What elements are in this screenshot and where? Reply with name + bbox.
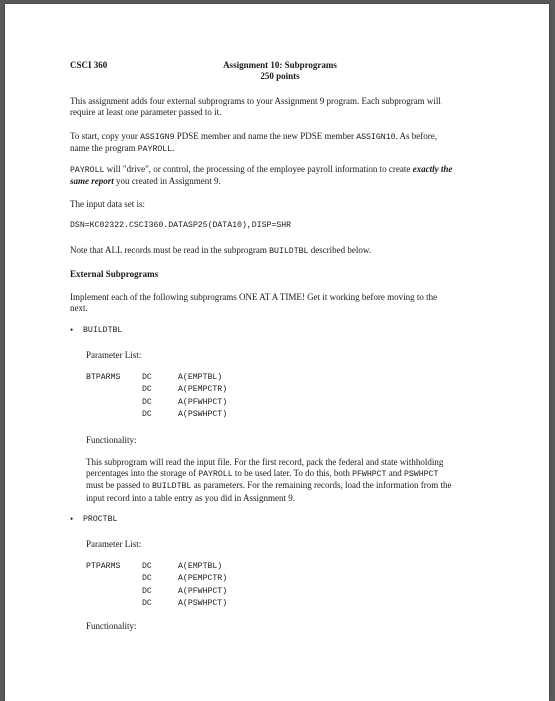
- text-line: [70, 164, 452, 176]
- text-run: to be used later. To do this, both: [232, 468, 353, 479]
- text-line: [86, 468, 494, 480]
- param-arg: A(EMPTBL): [178, 373, 223, 382]
- text-line: [70, 131, 437, 143]
- param-op: DC: [142, 598, 152, 608]
- param-arg: A(PFWHPCT): [178, 586, 228, 596]
- dataset-dsn: DSN=KC02322.CSCI360.DATASP25(DATA10),DISP=SHR: [70, 221, 292, 230]
- parameter-row: [86, 598, 227, 610]
- param-arg: A(PFWHPCT): [178, 397, 228, 407]
- parameter-row: [86, 409, 227, 421]
- param-label: [86, 598, 142, 610]
- parameter-list-label: Parameter List:: [86, 539, 142, 549]
- text-run: .: [172, 143, 175, 154]
- param-op: DC: [142, 373, 152, 382]
- intro-paragraph-2: [70, 131, 437, 155]
- bullet-icon: •: [70, 514, 74, 524]
- assignment-title-block: [190, 60, 370, 82]
- subprogram-name: PROCTBL: [83, 515, 118, 524]
- param-arg: A(PEMPCTR): [178, 385, 228, 395]
- param-label: BTPARMS: [86, 373, 121, 382]
- param-op: DC: [142, 409, 152, 419]
- text-run: . As before,: [395, 131, 438, 141]
- param-op: DC: [142, 385, 152, 395]
- parameter-row: [86, 397, 227, 409]
- parameter-row: [86, 586, 227, 598]
- text-run: described below.: [308, 245, 372, 255]
- param-op: DC: [142, 397, 152, 407]
- subprogram-name: BUILDTBL: [83, 326, 123, 335]
- param-label: [86, 586, 142, 598]
- assignment-points: 250 points: [260, 71, 300, 81]
- param-op: DC: [142, 562, 152, 571]
- section-heading: External Subprograms: [70, 269, 159, 279]
- parameter-row: [86, 561, 227, 573]
- text-line: [86, 480, 494, 492]
- text-run: name the program: [70, 143, 138, 154]
- code-text: PAYROLL: [137, 145, 173, 155]
- parameter-list-label: Parameter List:: [86, 350, 142, 360]
- course-label: CSCI 360: [70, 60, 108, 70]
- text-line: [70, 143, 437, 155]
- param-op: DC: [142, 586, 152, 596]
- text-run: must be passed to: [86, 480, 152, 491]
- code-text: ASSIGN10: [356, 133, 396, 142]
- parameter-table: [86, 561, 227, 610]
- functionality-label: Functionality:: [86, 621, 137, 631]
- code-text: PSWHPCT: [403, 470, 439, 480]
- param-arg: A(PSWHPCT): [178, 409, 228, 419]
- text-run: as parameters. For the remaining records, load the information from the: [191, 480, 452, 491]
- text-line: [70, 176, 452, 187]
- param-label: [86, 573, 142, 585]
- intro-paragraph-1: [70, 96, 441, 118]
- external-intro: [70, 292, 437, 314]
- code-text: ASSIGN9: [140, 133, 175, 142]
- param-arg: A(PEMPCTR): [178, 574, 228, 584]
- parameter-row: [86, 384, 227, 396]
- intro-paragraph-3: [70, 164, 452, 187]
- parameter-table: [86, 372, 227, 421]
- param-label: [86, 397, 142, 409]
- assignment-title: Assignment 10: Subprograms: [223, 60, 337, 70]
- text-run: Note that ALL records must be read in the subprogram: [70, 245, 270, 255]
- code-text: PAYROLL: [198, 470, 233, 480]
- code-text: BUILDTBL: [152, 482, 192, 492]
- param-label: [86, 384, 142, 396]
- text-line: input record into a table entry as you did in Assignment 9.: [86, 492, 295, 503]
- text-run: PDSE member and name the new PDSE member: [174, 131, 357, 141]
- param-op: DC: [142, 574, 152, 584]
- parameter-row: [86, 372, 227, 384]
- text-run: and: [386, 468, 404, 479]
- document-page: [5, 4, 549, 701]
- param-label: PTPARMS: [86, 562, 121, 571]
- emphasis-text: exactly the: [412, 164, 453, 174]
- input-dataset-label: The input data set is:: [70, 199, 145, 209]
- functionality-label: Functionality:: [86, 435, 137, 445]
- text-line: Implement each of the following subprograms ONE AT A TIME! Get it working before moving to the: [70, 292, 438, 302]
- text-run: will "drive", or control, the processing of the employee payroll information to create: [104, 164, 413, 174]
- param-arg: A(EMPTBL): [178, 562, 223, 571]
- intro-note: [70, 245, 371, 257]
- functionality-paragraph: [86, 457, 494, 504]
- code-text: BUILDTBL: [269, 247, 309, 256]
- text-run: percentages into the storage of: [86, 468, 199, 479]
- parameter-row: [86, 573, 227, 585]
- text-line: require at least one parameter passed to it.: [70, 107, 222, 118]
- text-line: This subprogram will read the input file. For the first record, pack the federal and state withholding: [86, 457, 444, 467]
- code-text: PAYROLL: [70, 166, 105, 175]
- text-run: To start, copy your: [70, 131, 141, 141]
- emphasis-text: same report: [70, 176, 114, 187]
- param-arg: A(PSWHPCT): [178, 598, 228, 608]
- bullet-icon: •: [70, 325, 74, 335]
- code-text: PFWHPCT: [352, 470, 387, 480]
- param-label: [86, 409, 142, 421]
- text-line: next.: [70, 303, 88, 314]
- text-line: This assignment adds four external subprograms to your Assignment 9 program. Each subprogram will: [70, 96, 441, 106]
- text-run: you created in Assignment 9.: [113, 176, 221, 187]
